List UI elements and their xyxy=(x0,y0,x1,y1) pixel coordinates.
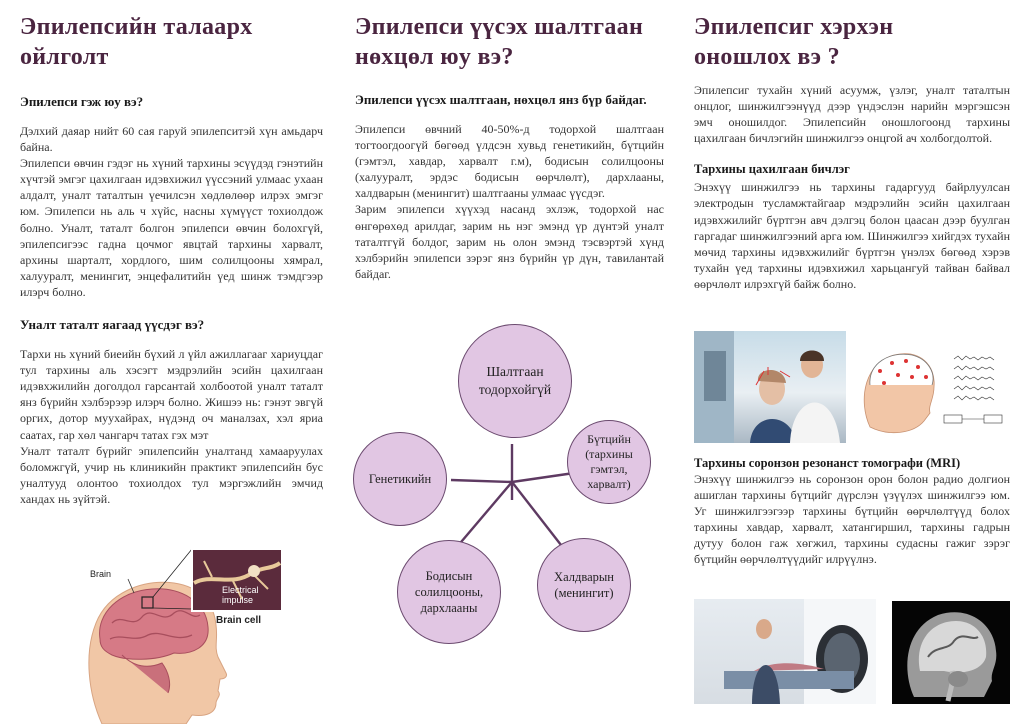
paragraph-what-is-epilepsy: Дэлхий даяар нийт 60 сая гаруй эпилепситэй хүн амьдарч байна. Эпилепси өвчин гэдэг нь хүний тархины эсүүдэд гэнэтийн хүчтэй эмгэг цахилгаан идэвхижил үүссэний улмаас ухаан алдалт, уналт таталтын үечилсэн хөдлөлөөр илрэх эмгэг юм. Эпилепси нь аль ч хүйс, насны хүмүүст тохиолдож болно. Уналт, таталт болгон эпилепси өвчин болохгүй, эпилепсигээс гадна цочмог явцтай тархины харвалт, архины шарталт, хордлого, шим солилцооны хямрал, халууралт, менингит, энцефалитийн үед шинж тэмдгээр илэрч болно. xyxy=(20,124,323,299)
heading-eeg: Тархины цахилгаан бичлэг xyxy=(694,162,850,177)
node-infectious: Халдварын (менингит) xyxy=(537,538,631,632)
label-brain: Brain xyxy=(90,569,112,579)
column-1-title: Эпилепсийн талаарх ойлголт xyxy=(20,14,253,70)
eeg-photo-drawing xyxy=(694,331,846,443)
node-structural: Бүтцийн (тархины гэмтэл, харвалт) xyxy=(567,420,651,504)
causes-diagram xyxy=(341,0,682,724)
paragraph-why-seizures: Тархи нь хүний биеийн бүхий л үйл ажиллагааг хариуцдаг тул тархины аль хэсэгт мэдрэлийн эсийн цахилгаан идэвхжилийн доголдол гарсантай холбоотой уналт таталт янз бүрийн хэлбэрээр илэрч болно. Жишээ нь: гэнэт эвгүй оргих, дотор муухайрах, нүдэнд оч маналзах, хэл яриа саатах, гар хөл чангарч татах гэх мэт Уналт таталт бүрийг эпилепсийн уналтанд хамааруулах боломжгүй, учир нь клиникийн практикт эпилепсийн бус уналтууд олонтоо тохиолдох тул мэргэжлийн эмчид хандах нь зүйтэй. xyxy=(20,347,323,506)
node-unknown-cause: Шалтгаан тодорхойгүй xyxy=(458,324,572,438)
heading-what-is-epilepsy: Эпилепси гэж юу вэ? xyxy=(20,94,144,109)
column-2-title: Эпилепси үүсэх шалтгаан нөхцөл юу вэ? xyxy=(355,14,644,70)
paragraph-diagnosis-intro: Эпилепсиг тухайн хүний асуумж, үзлэг, уналт таталтын онцлог, шинжилгээнүүд дээр үндэслэн нарийн мэргэшсэн эмч оношилдог. Эпилепсийн оношлогоонд тархины цахилгаан бичлэгийн шинжилгээ онцгой ач холбогдолтой. xyxy=(694,83,1010,146)
causes-diagram-connectors xyxy=(341,0,682,724)
heading-why-seizures: Уналт таталт яагаад үүсдэг вэ? xyxy=(20,317,205,333)
mri-scan-drawing xyxy=(892,601,1010,704)
column-diagnosis xyxy=(682,0,1024,724)
node-metabolic-immune: Бодисын солилцооны, дархлааны xyxy=(397,540,501,644)
eeg-photo xyxy=(694,331,846,443)
eeg-diagram xyxy=(854,341,1014,437)
node-genetic: Генетикийн xyxy=(353,432,447,526)
heading-mri: Тархины соронзон резонанст томографи (MRI) xyxy=(694,456,961,470)
eeg-diagram-drawing xyxy=(854,341,1014,437)
label-electrical-impulse: Electrical impulse xyxy=(222,585,259,605)
paragraph-eeg: Энэхүү шинжилгээ нь тархины гадаргууд байрлуулсан электродын тусламжтайгаар мэдрэлийн эсийн цахилгаан идэвхжилийг бүртгэн авч дэлгэц болон цаасан дээр буулган гаргадаг шинжилгээний арга юм. Шинжилгээ хийгдэх тухайн мөчид тархины идэвхжилийг бүртгэн үнэлэх бөгөөд хэрэв тухайн үед тархины идэвхижил харьцангуй тайван байвал өөрчлөлт илрэхгүй байж болно. xyxy=(694,180,1010,291)
column-causes xyxy=(341,0,682,724)
paragraph-causes: Эпилепси өвчний 40-50%-д тодорхой шалтгаан тогтоогдоогүй бөгөөд үлдсэн хувьд генетикийн, бүтцийн (гэмтэл, хавдар, харвалт г.м), бодисын солилцооны (халууралт, эрдэс бодисын өөрчлөлт), дархлааны, халдварын (менингит) шалтгааны улмаас үүсдэг. Зарим эпилепси хүүхэд насанд эхлэж, тодорхой нас өнгөрөхөд арилдаг, зарим нь нэг эмэнд үр дүнтэй уналт таталтгүй болдог, зарим нь олон эмэнд тэсвэртэй хүнд хэлбэрийн эпилепси зэрэг янз бүрийн үр дүн, тавилантай байдаг. xyxy=(355,122,664,281)
label-brain-cell: Brain cell xyxy=(216,615,262,626)
column-about-epilepsy xyxy=(0,0,341,724)
mri-photo-drawing xyxy=(694,599,876,704)
mri-photo xyxy=(694,599,876,704)
mri-scan xyxy=(892,601,1010,704)
brain-cell-illustration xyxy=(82,543,297,724)
column-3-title: Эпилепсиг хэрхэн оношлох вэ ? xyxy=(694,14,894,70)
heading-causes: Эпилепси үүсэх шалтгаан, нөхцөл янз бүр байдаг. xyxy=(355,92,647,107)
head-brain-drawing xyxy=(82,543,297,724)
paragraph-mri: Энэхүү шинжилгээ нь соронзон орон болон радио долгион ашиглан тархины бүтцийг дүрслэн үзүүлэх шинжилгээ юм. Уг шинжилгээгээр тархины бүтцийн өөрчлөлтүүд болох тархины хавдар, харвалт, хатангиршил, тархины гадрын дутуу болон гаж хөгжил, тархины судасны гажиг зэрэг бүтцийн өөрчлөлтүүдийг илрүүлнэ. xyxy=(694,472,1010,567)
